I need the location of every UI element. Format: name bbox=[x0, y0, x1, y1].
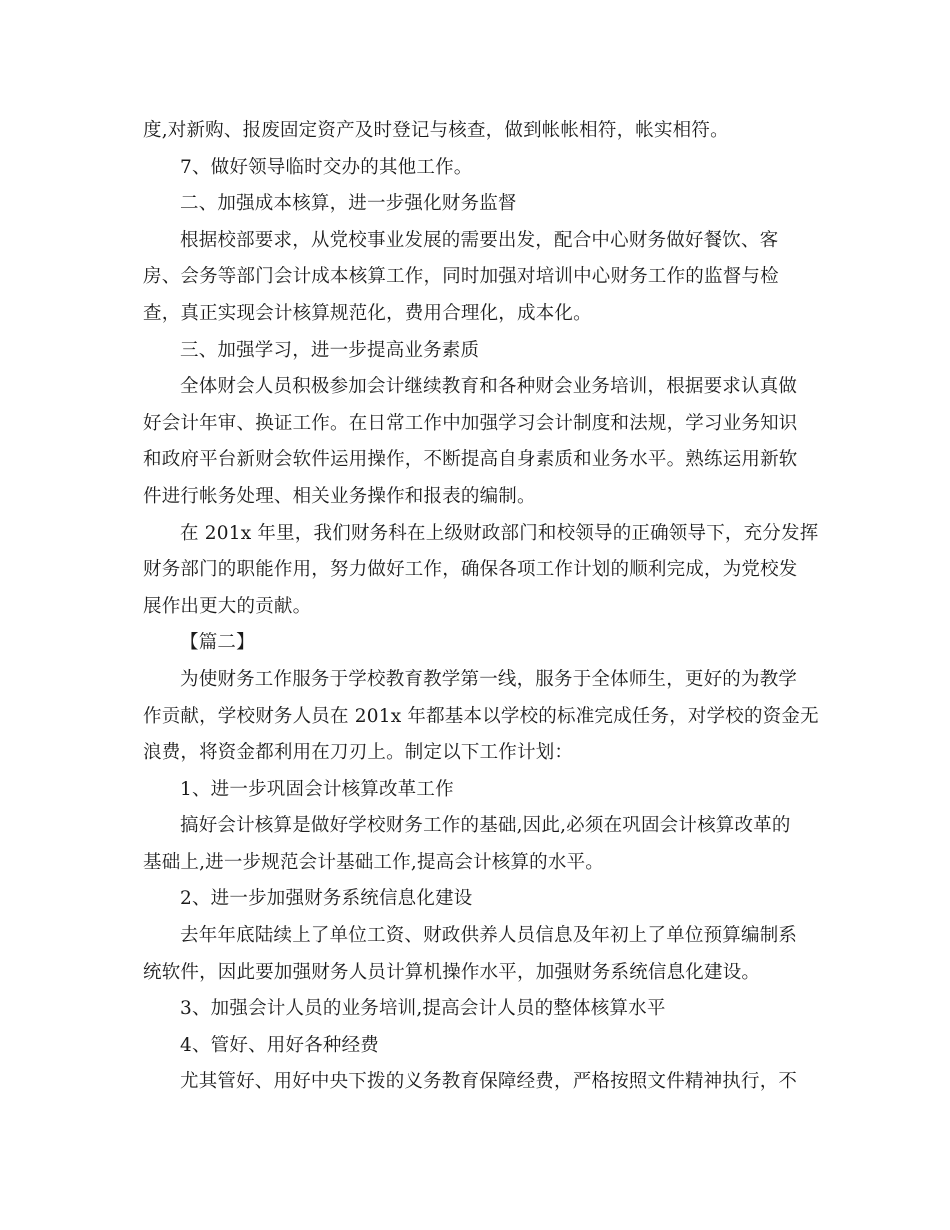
text-line: 3、加强会计人员的业务培训,提高会计人员的整体核算水平 bbox=[180, 998, 666, 1020]
text-line: 7、做好领导临时交办的其他工作。 bbox=[180, 156, 473, 178]
text-line: 基础上,进一步规范会计基础工作,提高会计核算的水平。 bbox=[143, 851, 604, 873]
text-line: 2、进一步加强财务系统信息化建设 bbox=[180, 888, 473, 910]
text-line: 全体财会人员积极参加会计继续教育和各种财会业务培训，根据要求认真做 bbox=[180, 376, 798, 398]
text-line: 二、加强成本核算，进一步强化财务监督 bbox=[180, 193, 517, 215]
text-line: 去年年底陆续上了单位工资、财政供养人员信息及年初上了单位预算编制系 bbox=[180, 925, 798, 947]
text-line: 4、管好、用好各种经费 bbox=[180, 1034, 379, 1056]
text-line: 和政府平台新财会软件运用操作，不断提高自身素质和业务水平。熟练运用新软 bbox=[143, 449, 798, 471]
text-line: 尤其管好、用好中央下拨的义务教育保障经费，严格按照文件精神执行，不 bbox=[180, 1071, 798, 1093]
text-line: 度,对新购、报废固定资产及时登记与核查，做到帐帐相符，帐实相符。 bbox=[143, 120, 729, 141]
text-line: 根据校部要求，从党校事业发展的需要出发，配合中心财务做好餐饮、客 bbox=[180, 229, 779, 251]
text-line: 在 201x 年里，我们财务科在上级财政部门和校领导的正确领导下，充分发挥 bbox=[180, 522, 819, 544]
text-line: 【篇二】 bbox=[180, 632, 255, 654]
text-line: 统软件，因此要加强财务人员计算机操作水平，加强财务系统信息化建设。 bbox=[143, 961, 761, 983]
text-line: 为使财务工作服务于学校教育教学第一线，服务于全体师生，更好的为教学 bbox=[180, 668, 798, 690]
text-line: 好会计年审、换证工作。在日常工作中加强学习会计制度和法规，学习业务知识 bbox=[143, 412, 798, 434]
text-line: 三、加强学习，进一步提高业务素质 bbox=[180, 339, 480, 361]
text-line: 财务部门的职能作用，努力做好工作，确保各项工作计划的顺利完成，为党校发 bbox=[143, 559, 798, 581]
text-line: 房、会务等部门会计成本核算工作，同时加强对培训中心财务工作的监督与检 bbox=[143, 266, 779, 288]
text-line: 件进行帐务处理、相关业务操作和报表的编制。 bbox=[143, 485, 536, 507]
text-line: 展作出更大的贡献。 bbox=[143, 595, 312, 617]
text-line: 搞好会计核算是做好学校财务工作的基础,因此,必须在巩固会计核算改革的 bbox=[180, 815, 791, 837]
text-line: 作贡献，学校财务人员在 201x 年都基本以学校的标准完成任务，对学校的资金无 bbox=[143, 705, 819, 727]
text-line: 浪费，将资金都利用在刀刃上。制定以下工作计划： bbox=[143, 742, 574, 764]
document-body bbox=[143, 113, 819, 1101]
text-line: 查，真正实现会计核算规范化，费用合理化，成本化。 bbox=[143, 302, 592, 324]
text-line: 1、进一步巩固会计核算改革工作 bbox=[180, 778, 454, 800]
